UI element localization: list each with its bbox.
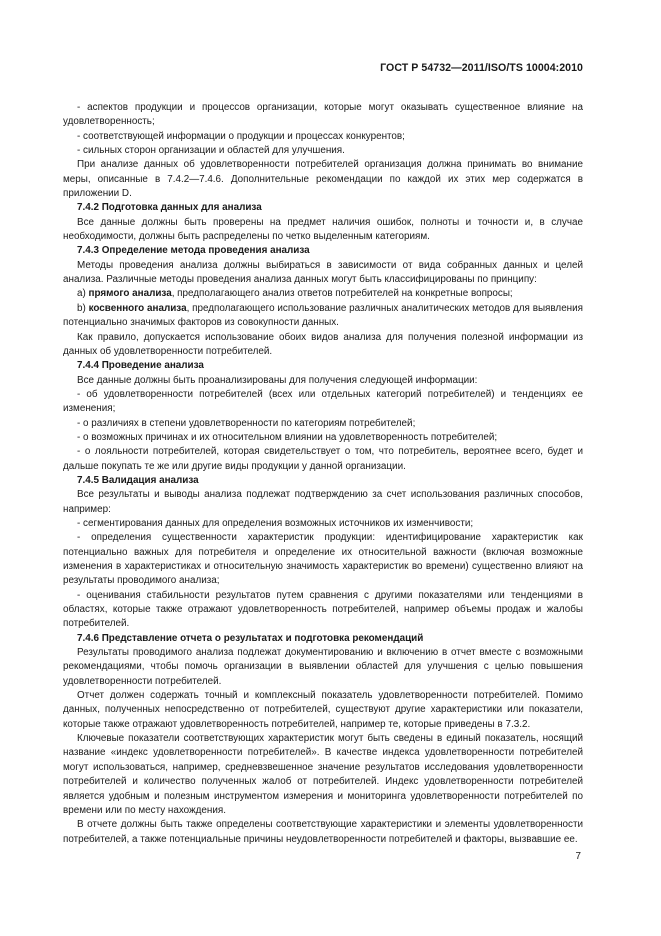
list-marker: a) [77, 288, 86, 300]
paragraph: Методы проведения анализа должны выбираться в зависимости от вида собранных данных и целей анализа. Различные методы проведения анализа данных могут быть классифицированы по принципу: [63, 259, 583, 286]
paragraph: В отчете должны быть также определены соответствующие характеристики и элементы удовлетворенности потребителей, а также потенциальные причины неудовлетворенности потребителей и факторы, вызвавшие ее. [63, 819, 583, 845]
paragraph: - о возможных причинах и их относительном влиянии на удовлетворенность потребителей; [77, 431, 498, 443]
list-term: косвенного анализа [88, 302, 187, 314]
document-body [63, 101, 583, 847]
paragraph: Результаты проводимого анализа подлежат документированию и включению в отчет вместе с возможными рекомендациями, чтобы помочь организации в выявлении областей для улучшения с целью повышения удовлетворенности потребителей. [63, 647, 583, 687]
section-heading-7-4-3: 7.4.3 Определение метода проведения анализа [77, 245, 310, 257]
paragraph: Все данные должны быть проанализированы для получения следующей информации: [77, 374, 478, 386]
paragraph: Как правило, допускается использование обоих видов анализа для получения полезной информации из данных об удовлетворенности потребителей. [63, 331, 583, 357]
paragraph: - определения существенности характеристик продукции: идентифицирование характеристик как потенциально важных для потребителя и определение их относительной важности (включая возможные изменения в характеристиках и относительную значимость характеристик во времени) существенно влияют на результаты проводимого анализа; [63, 532, 583, 587]
list-term: прямого анализа [88, 288, 172, 300]
section-heading-7-4-5: 7.4.5 Валидация анализа [77, 474, 199, 486]
paragraph: Отчет должен содержать точный и комплексный показатель удовлетворенности потребителей. Помимо данных, полученных непосредственно от потребителей, существуют другие характеристики или показатели, которые также отражают удовлетворенность потребителей, например те, которые приведены в 7.3.2. [63, 690, 583, 730]
paragraph: - об удовлетворенности потребителей (всех или отдельных категорий потребителей) и тенденциях ее изменения; [63, 388, 583, 415]
list-text: , предполагающего анализ ответов потребителей на конкретные вопросы; [171, 288, 513, 300]
paragraph: Все результаты и выводы анализа подлежат подтверждению за счет использования различных способов, например: [63, 489, 583, 515]
paragraph: - оценивания стабильности результатов путем сравнения с другими показателями или тенденциями в областях, которые также отражают удовлетворенность потребителей, например объемы продаж и жалобы потребителей. [63, 589, 583, 630]
section-heading-7-4-4: 7.4.4 Проведение анализа [77, 360, 204, 372]
page-number: 7 [575, 851, 581, 862]
list-text: , предполагающего использование различных аналитических методов для выявления потенциально значимых факторов из совокупности данных. [63, 302, 583, 329]
paragraph: - сегментирования данных для определения возможных источников их изменчивости; [77, 517, 474, 529]
document-header: ГОСТ Р 54732—2011/ISO/TS 10004:2010 [380, 62, 583, 74]
list-item-a [63, 287, 583, 301]
section-heading-7-4-6: 7.4.6 Представление отчета о результатах и подготовка рекомендаций [77, 632, 424, 644]
paragraph: - соответствующей информации о продукции и процессах конкурентов; [77, 130, 405, 142]
list-item-b [63, 302, 583, 331]
paragraph: - сильных сторон организации и областей для улучшения. [77, 145, 345, 157]
paragraph: - аспектов продукции и процессов организации, которые могут оказывать существенное влияние на удовлетворенность; [63, 102, 583, 128]
section-heading-7-4-2: 7.4.2 Подготовка данных для анализа [77, 202, 262, 214]
paragraph: - о различиях в степени удовлетворенности по категориям потребителей; [77, 417, 416, 429]
list-marker: b) [77, 302, 86, 314]
paragraph: При анализе данных об удовлетворенности потребителей организация должна принимать во внимание меры, описанные в 7.4.2—7.4.6. Дополнительные рекомендации по каждой их этих мер содержатся в приложении D. [63, 159, 583, 200]
paragraph: Все данные должны быть проверены на предмет наличия ошибок, полноты и точности и, в случае необходимости, должны быть распределены по четко выделенным категориям. [63, 216, 583, 243]
paragraph: - о лояльности потребителей, которая свидетельствует о том, что потребитель, вероятнее всего, будет и дальше покупать те же или другие виды продукции у данной организации. [63, 446, 583, 472]
paragraph: Ключевые показатели соответствующих характеристик могут быть сведены в единый показатель, носящий название «индекс удовлетворенности потребителей». В качестве индекса удовлетворенности потребителей могут использоваться, например, средневзвешенное значение результатов исследования удовлетворенности потребителей и количество полученных жалоб от потребителей. Индекс удовлетворенности потребителей является удобным и полезным инструментом измерения и мониторинга удовлетворенности потребителей по времени или по месту нахождения. [63, 733, 583, 816]
